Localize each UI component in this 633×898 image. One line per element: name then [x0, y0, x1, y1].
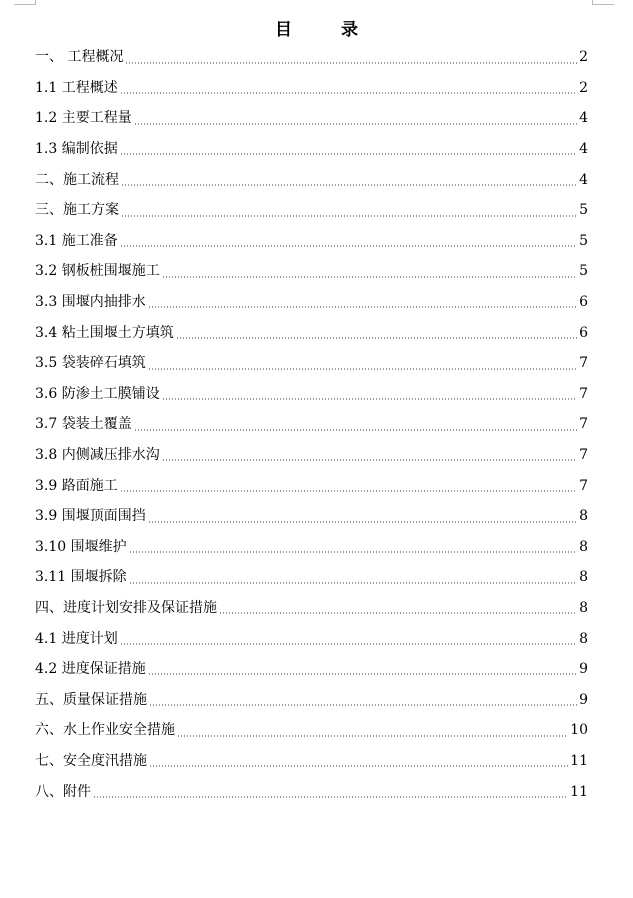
toc-entry[interactable] — [35, 379, 588, 410]
toc-entry-label: 3.9 围堰顶面围挡 — [35, 508, 146, 525]
dot-leader — [177, 735, 568, 737]
margin-corner-mark-top-right-vertical — [592, 0, 593, 5]
toc-entry[interactable] — [35, 562, 588, 593]
toc-entry-label: 3.10 围堰维护 — [35, 538, 127, 555]
toc-entry[interactable] — [35, 746, 588, 777]
toc-entry-label: 4.1 进度计划 — [35, 630, 118, 647]
dot-leader — [120, 490, 577, 492]
toc-entry-page-number: 5 — [579, 232, 588, 249]
toc-entry-page-number: 2 — [579, 79, 588, 96]
toc-entry-label: 三、施工方案 — [35, 202, 119, 219]
toc-entry[interactable] — [35, 654, 588, 685]
toc-entry-label: 六、水上作业安全措施 — [35, 722, 175, 739]
toc-entry[interactable] — [35, 256, 588, 287]
toc-entry-label: 五、质量保证措施 — [35, 691, 147, 708]
toc-entry-page-number: 9 — [579, 691, 588, 708]
toc-entry-page-number: 4 — [579, 110, 588, 127]
toc-entry-label: 3.11 围堰拆除 — [35, 569, 127, 586]
toc-entry[interactable] — [35, 134, 588, 165]
toc-entry-page-number: 7 — [579, 477, 588, 494]
toc-entry[interactable] — [35, 226, 588, 257]
toc-entry-label: 3.8 内侧减压排水沟 — [35, 447, 160, 464]
table-of-contents — [35, 42, 588, 807]
dot-leader — [134, 429, 577, 431]
toc-entry-page-number: 10 — [570, 722, 588, 739]
toc-entry[interactable] — [35, 195, 588, 226]
toc-entry-page-number: 7 — [579, 355, 588, 372]
toc-entry-page-number: 2 — [579, 49, 588, 66]
toc-entry-label: 一、 工程概况 — [35, 49, 124, 66]
dot-leader — [162, 276, 577, 278]
margin-corner-mark-top-right — [592, 4, 614, 5]
toc-entry-label: 1.1 工程概述 — [35, 79, 118, 96]
toc-entry-label: 3.7 袋装土覆盖 — [35, 416, 132, 433]
toc-entry-page-number: 4 — [579, 141, 588, 158]
toc-entry-page-number: 11 — [570, 783, 588, 800]
toc-entry-page-number: 7 — [579, 416, 588, 433]
dot-leader — [149, 704, 577, 706]
toc-entry-page-number: 8 — [579, 630, 588, 647]
dot-leader — [121, 215, 577, 217]
toc-entry-label: 4.2 进度保证措施 — [35, 661, 146, 678]
dot-leader — [148, 521, 577, 523]
dot-leader — [148, 368, 577, 370]
toc-entry-page-number: 5 — [579, 202, 588, 219]
toc-entry[interactable] — [35, 776, 588, 807]
toc-entry-label: 3.5 袋装碎石填筑 — [35, 355, 146, 372]
toc-entry-label: 3.2 钢板桩围堰施工 — [35, 263, 160, 280]
toc-entry-page-number: 4 — [579, 171, 588, 188]
toc-entry[interactable] — [35, 470, 588, 501]
margin-corner-mark-top-left — [14, 4, 36, 5]
toc-entry[interactable] — [35, 532, 588, 563]
toc-entry-page-number: 8 — [579, 508, 588, 525]
dot-leader — [125, 62, 577, 64]
dot-leader — [162, 459, 577, 461]
toc-entry[interactable] — [35, 103, 588, 134]
toc-entry[interactable] — [35, 287, 588, 318]
margin-corner-mark-top-left-vertical — [35, 0, 36, 5]
dot-leader — [120, 643, 577, 645]
dot-leader — [219, 612, 577, 614]
dot-leader — [149, 765, 568, 767]
toc-entry[interactable] — [35, 593, 588, 624]
toc-entry[interactable] — [35, 42, 588, 73]
dot-leader — [162, 398, 577, 400]
toc-entry-label: 3.9 路面施工 — [35, 477, 118, 494]
dot-leader — [129, 551, 577, 553]
dot-leader — [93, 796, 568, 798]
toc-entry-label: 四、进度计划安排及保证措施 — [35, 599, 217, 616]
dot-leader — [120, 92, 577, 94]
toc-entry-label: 1.2 主要工程量 — [35, 110, 132, 127]
toc-entry[interactable] — [35, 348, 588, 379]
toc-entry-page-number: 8 — [579, 569, 588, 586]
toc-entry-label: 3.6 防渗土工膜铺设 — [35, 385, 160, 402]
toc-entry[interactable] — [35, 409, 588, 440]
toc-entry[interactable] — [35, 501, 588, 532]
toc-entry-label: 二、施工流程 — [35, 171, 119, 188]
toc-entry-label: 3.1 施工准备 — [35, 232, 118, 249]
dot-leader — [134, 123, 577, 125]
dot-leader — [120, 245, 577, 247]
dot-leader — [129, 582, 577, 584]
toc-entry[interactable] — [35, 317, 588, 348]
toc-entry[interactable] — [35, 684, 588, 715]
toc-entry[interactable] — [35, 164, 588, 195]
dot-leader — [148, 673, 577, 675]
toc-entry-page-number: 6 — [579, 294, 588, 311]
toc-entry-label: 八、附件 — [35, 783, 91, 800]
toc-entry-page-number: 7 — [579, 385, 588, 402]
toc-entry-page-number: 7 — [579, 447, 588, 464]
toc-entry-label: 3.3 围堰内抽排水 — [35, 294, 146, 311]
toc-entry[interactable] — [35, 623, 588, 654]
toc-entry-page-number: 6 — [579, 324, 588, 341]
toc-entry[interactable] — [35, 715, 588, 746]
toc-entry-page-number: 8 — [579, 599, 588, 616]
toc-entry-page-number: 9 — [579, 661, 588, 678]
toc-title: 目 录 — [275, 20, 374, 40]
toc-entry[interactable] — [35, 440, 588, 471]
toc-entry-label: 七、安全度汛措施 — [35, 752, 147, 769]
toc-entry-page-number: 5 — [579, 263, 588, 280]
toc-entry-page-number: 8 — [579, 538, 588, 555]
toc-entry-page-number: 11 — [570, 752, 588, 769]
toc-entry[interactable] — [35, 73, 588, 104]
toc-entry-label: 1.3 编制依据 — [35, 141, 118, 158]
dot-leader — [121, 184, 577, 186]
toc-entry-label: 3.4 粘土围堰土方填筑 — [35, 324, 174, 341]
dot-leader — [120, 153, 577, 155]
dot-leader — [176, 337, 577, 339]
dot-leader — [148, 306, 577, 308]
